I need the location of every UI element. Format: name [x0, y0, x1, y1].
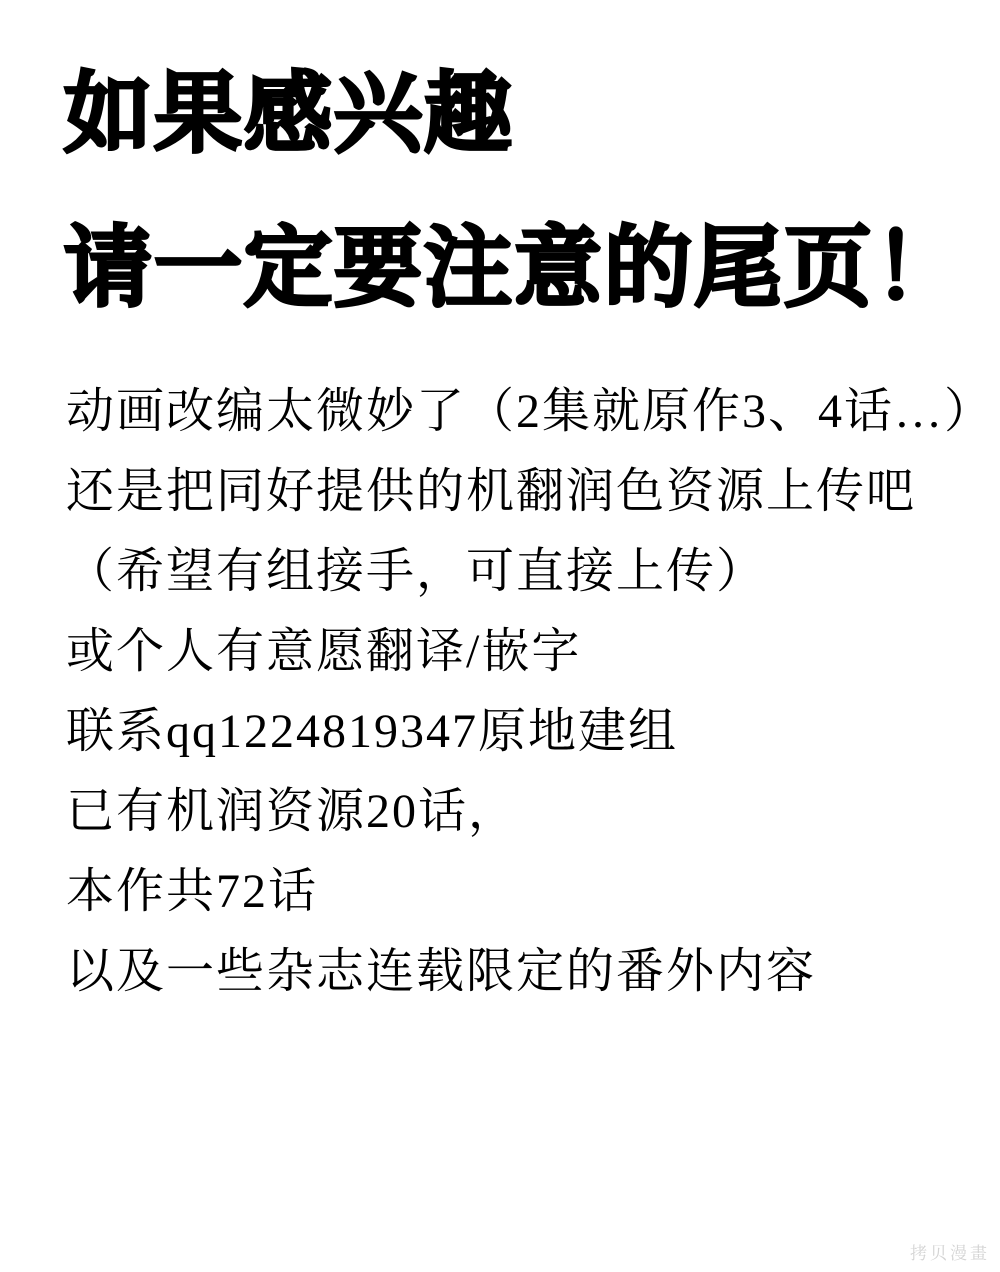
notice-line-volunteer-translate: 或个人有意愿翻译/嵌字	[66, 625, 582, 678]
notice-line-total-chapters: 本作共72话	[66, 865, 319, 918]
notice-line-contact-qq: 联系qq1224819347原地建组	[66, 705, 679, 758]
notice-line-upload-resources: 还是把同好提供的机翻润色资源上传吧	[66, 465, 917, 518]
notice-heading	[64, 37, 964, 345]
notice-line-available-chapters: 已有机润资源20话，	[66, 785, 519, 838]
heading-line-1: 如果感兴趣	[64, 62, 515, 165]
notice-body	[66, 372, 994, 1012]
notice-line-magazine-extras: 以及一些杂志连载限定的番外内容	[66, 945, 817, 998]
site-watermark: 拷贝漫畫	[910, 1244, 990, 1263]
notice-line-group-takeover: （希望有组接手，可直接上传）	[66, 545, 767, 598]
notice-line-anime-adaptation: 动画改编太微妙了（2集就原作3、4话…）	[66, 385, 995, 438]
heading-line-2: 请一定要注意的尾页！	[64, 216, 965, 319]
